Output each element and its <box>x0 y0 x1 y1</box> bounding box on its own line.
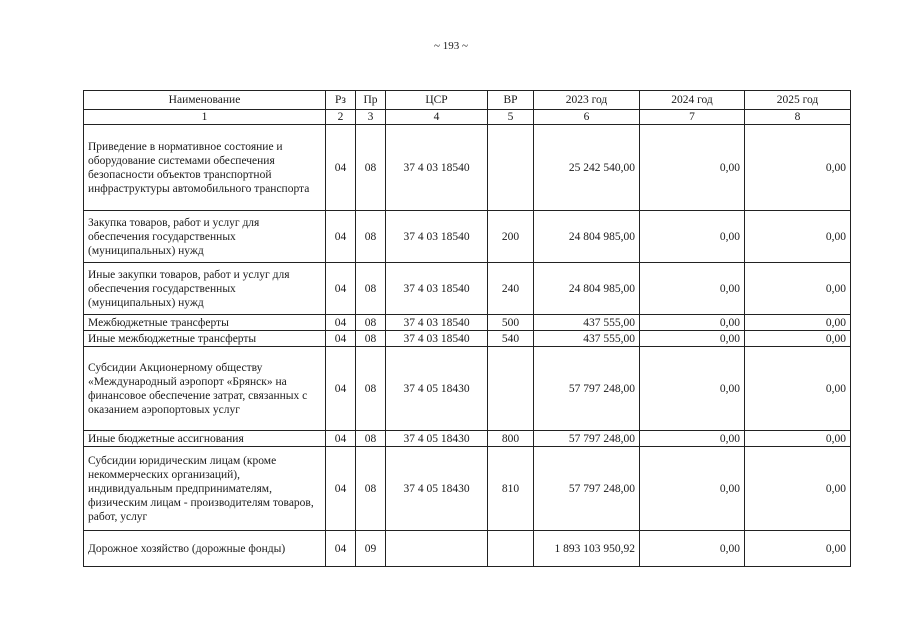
row-name: Закупка товаров, работ и услуг для обеспечения государственных (муниципальных) нужд <box>84 211 326 263</box>
row-2023: 57 797 248,00 <box>534 431 640 447</box>
row-vr: 810 <box>488 447 534 531</box>
row-pr: 08 <box>356 263 386 315</box>
table-row <box>84 347 851 431</box>
row-csr: 37 4 05 18430 <box>386 347 488 431</box>
row-2025: 0,00 <box>745 447 851 531</box>
row-csr <box>386 531 488 567</box>
row-2024: 0,00 <box>640 431 745 447</box>
table-row <box>84 125 851 211</box>
row-rz: 04 <box>326 211 356 263</box>
table-row <box>84 315 851 331</box>
row-2025: 0,00 <box>745 431 851 447</box>
table-row <box>84 431 851 447</box>
row-rz: 04 <box>326 315 356 331</box>
row-2023: 57 797 248,00 <box>534 447 640 531</box>
column-number: 6 <box>534 110 640 125</box>
budget-table <box>83 90 851 567</box>
table-row <box>84 531 851 567</box>
row-csr: 37 4 03 18540 <box>386 125 488 211</box>
row-rz: 04 <box>326 431 356 447</box>
row-2025: 0,00 <box>745 331 851 347</box>
row-2023: 57 797 248,00 <box>534 347 640 431</box>
row-2024: 0,00 <box>640 315 745 331</box>
row-2024: 0,00 <box>640 447 745 531</box>
row-2023: 437 555,00 <box>534 315 640 331</box>
row-2025: 0,00 <box>745 531 851 567</box>
table-row <box>84 447 851 531</box>
row-name: Дорожное хозяйство (дорожные фонды) <box>84 531 326 567</box>
row-rz: 04 <box>326 531 356 567</box>
header-2025: 2025 год <box>745 91 851 110</box>
column-number: 3 <box>356 110 386 125</box>
column-number: 5 <box>488 110 534 125</box>
header-csr: ЦСР <box>386 91 488 110</box>
row-rz: 04 <box>326 263 356 315</box>
row-csr: 37 4 05 18430 <box>386 447 488 531</box>
row-name: Приведение в нормативное состояние и оборудование системами обеспечения безопасности объектов транспортной инфраструктуры автомобильного транспорта <box>84 125 326 211</box>
column-number-row <box>84 110 851 125</box>
row-csr: 37 4 03 18540 <box>386 315 488 331</box>
row-name: Иные закупки товаров, работ и услуг для обеспечения государственных (муниципальных) нужд <box>84 263 326 315</box>
row-2024: 0,00 <box>640 347 745 431</box>
row-2025: 0,00 <box>745 347 851 431</box>
column-number: 2 <box>326 110 356 125</box>
row-2023: 437 555,00 <box>534 331 640 347</box>
row-2024: 0,00 <box>640 331 745 347</box>
column-number: 1 <box>84 110 326 125</box>
row-vr: 500 <box>488 315 534 331</box>
row-2024: 0,00 <box>640 263 745 315</box>
page-number: ~ 193 ~ <box>434 40 468 52</box>
row-vr: 540 <box>488 331 534 347</box>
row-pr: 08 <box>356 447 386 531</box>
row-2025: 0,00 <box>745 125 851 211</box>
row-2025: 0,00 <box>745 211 851 263</box>
row-2023: 1 893 103 950,92 <box>534 531 640 567</box>
row-name: Субсидии юридическим лицам (кроме некоммерческих организаций), индивидуальным предпринимателям, физическим лицам - производителям товаров, работ, услуг <box>84 447 326 531</box>
row-pr: 08 <box>356 431 386 447</box>
header-2024: 2024 год <box>640 91 745 110</box>
row-pr: 08 <box>356 211 386 263</box>
header-pr: Пр <box>356 91 386 110</box>
header-name: Наименование <box>84 91 326 110</box>
row-2025: 0,00 <box>745 315 851 331</box>
row-pr: 09 <box>356 531 386 567</box>
row-2023: 25 242 540,00 <box>534 125 640 211</box>
table-row <box>84 211 851 263</box>
row-2024: 0,00 <box>640 531 745 567</box>
table-row <box>84 331 851 347</box>
row-2024: 0,00 <box>640 211 745 263</box>
header-2023: 2023 год <box>534 91 640 110</box>
row-2023: 24 804 985,00 <box>534 263 640 315</box>
row-rz: 04 <box>326 347 356 431</box>
row-2024: 0,00 <box>640 125 745 211</box>
row-2025: 0,00 <box>745 263 851 315</box>
row-csr: 37 4 03 18540 <box>386 263 488 315</box>
table-row <box>84 263 851 315</box>
header-row <box>84 91 851 110</box>
row-pr: 08 <box>356 315 386 331</box>
row-pr: 08 <box>356 125 386 211</box>
row-vr: 200 <box>488 211 534 263</box>
row-pr: 08 <box>356 347 386 431</box>
column-number: 4 <box>386 110 488 125</box>
row-rz: 04 <box>326 125 356 211</box>
row-vr <box>488 531 534 567</box>
row-vr: 800 <box>488 431 534 447</box>
header-rz: Рз <box>326 91 356 110</box>
row-name: Межбюджетные трансферты <box>84 315 326 331</box>
header-vr: ВР <box>488 91 534 110</box>
row-vr <box>488 347 534 431</box>
row-csr: 37 4 05 18430 <box>386 431 488 447</box>
row-csr: 37 4 03 18540 <box>386 331 488 347</box>
row-2023: 24 804 985,00 <box>534 211 640 263</box>
row-name: Иные межбюджетные трансферты <box>84 331 326 347</box>
row-rz: 04 <box>326 331 356 347</box>
row-csr: 37 4 03 18540 <box>386 211 488 263</box>
row-vr <box>488 125 534 211</box>
row-rz: 04 <box>326 447 356 531</box>
row-name: Субсидии Акционерному обществу «Международный аэропорт «Брянск» на финансовое обеспечение затрат, связанных с оказанием аэропортовых услуг <box>84 347 326 431</box>
row-vr: 240 <box>488 263 534 315</box>
column-number: 8 <box>745 110 851 125</box>
column-number: 7 <box>640 110 745 125</box>
row-pr: 08 <box>356 331 386 347</box>
row-name: Иные бюджетные ассигнования <box>84 431 326 447</box>
